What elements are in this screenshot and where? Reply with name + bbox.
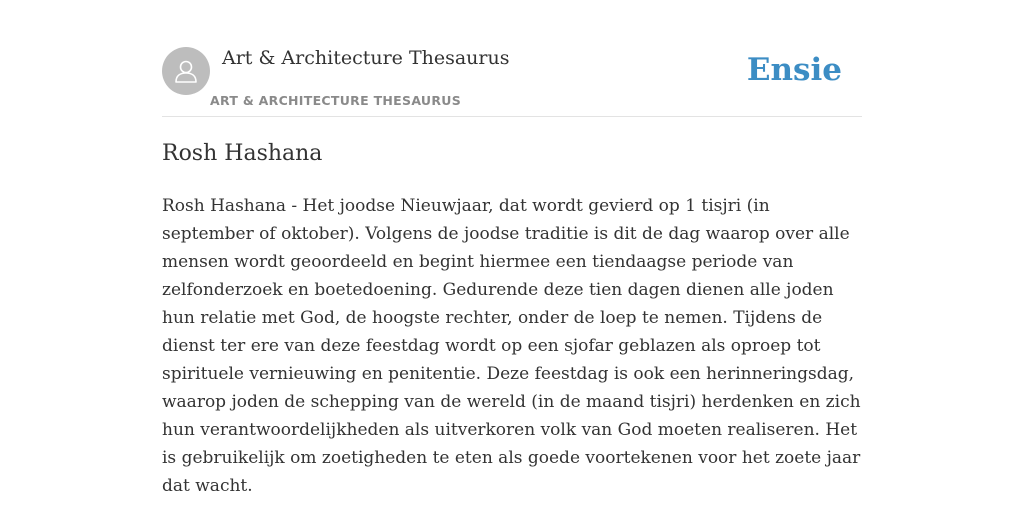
user-icon: [171, 56, 201, 86]
source-title-link[interactable]: Art & Architecture Thesaurus: [222, 47, 510, 69]
entry-term: Rosh Hashana: [162, 141, 323, 166]
source-header: [162, 0, 862, 117]
brand-logo[interactable]: Ensie: [746, 52, 842, 88]
source-subtitle: ART & ARCHITECTURE THESAURUS: [210, 93, 462, 108]
entry-definition: Rosh Hashana - Het joodse Nieuwjaar, dat wordt gevierd op 1 tisjri (in september of oktober). Volgens de joodse traditie is dit de dag waarop over alle mensen wordt geoordeeld en begint hiermee een tiendaagse periode van zelfonderzoek en boetedoening. Gedurende deze tien dagen dienen alle joden hun relatie met God, de hoogste rechter, onder de loep te nemen. Tijdens de dienst ter ere van deze feestdag wordt op een sjofar geblazen als oproep tot spirituele vernieuwing en penitentie. Deze feestdag is ook een herinneringsdag, waarop joden de schepping van de wereld (in de maand tisjri) herdenken en zich hun verantwoordelijkheden als uitverkoren volk van God moeten realiseren. Het is gebruikelijk om zoetigheden te eten als goede voortekenen voor het zoete jaar dat wacht.: [162, 196, 861, 496]
avatar[interactable]: [162, 47, 210, 95]
